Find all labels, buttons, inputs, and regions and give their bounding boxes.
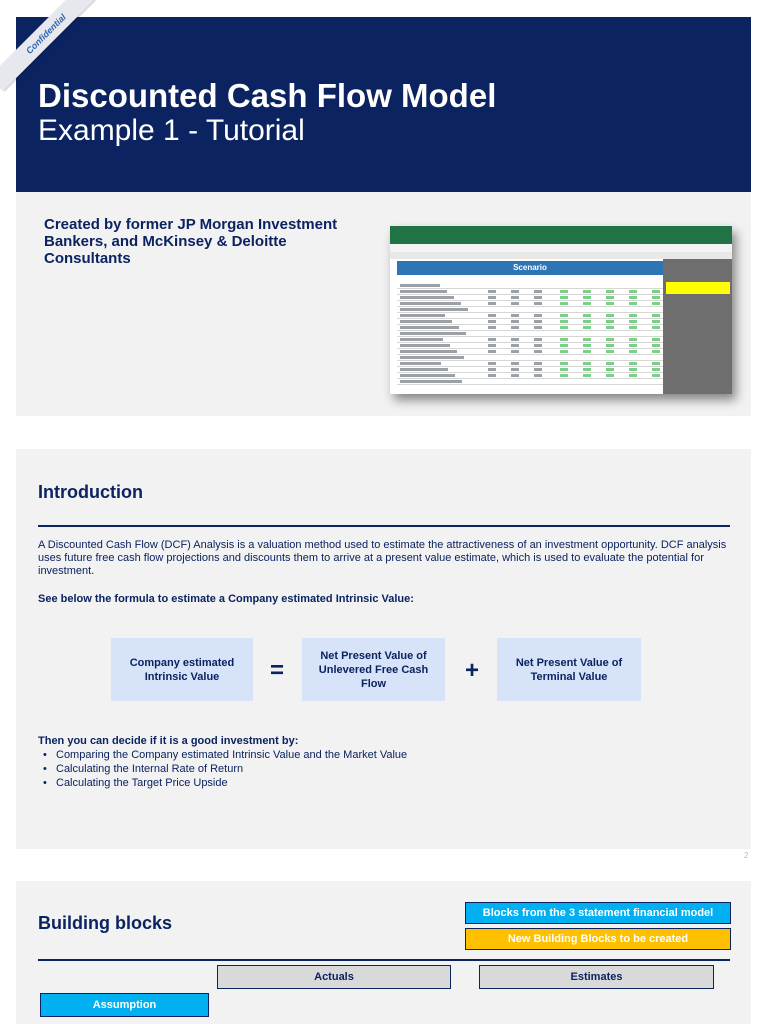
sheet-estimate-cell <box>629 344 637 347</box>
sheet-actual-cell <box>534 302 542 305</box>
sheet-row-label <box>400 326 459 329</box>
sheet-estimate-cell <box>560 290 568 293</box>
sheet-estimate-cell <box>652 314 660 317</box>
formula-box-intrinsic-value-label: Company estimated Intrinsic Value <box>129 656 235 683</box>
sheet-row-label <box>400 314 445 317</box>
sheet-estimate-cell <box>629 296 637 299</box>
formula-box-npv-terminal-label: Net Present Value of Terminal Value <box>515 656 623 683</box>
sheet-row-label <box>400 368 448 371</box>
sheet-estimate-cell <box>583 296 591 299</box>
sheet-estimate-cell <box>652 326 660 329</box>
confidential-ribbon: Confidential <box>0 0 103 91</box>
formula-label: See below the formula to estimate a Company estimated Intrinsic Value: <box>38 593 414 605</box>
sheet-actual-cell <box>488 338 496 341</box>
sheet-estimate-cell <box>629 368 637 371</box>
sheet-estimate-cell <box>560 350 568 353</box>
decision-label: Then you can decide if it is a good investment by: <box>38 735 299 747</box>
formula-box-intrinsic-value <box>111 638 253 701</box>
sheet-estimate-cell <box>583 344 591 347</box>
sheet-actual-cell <box>534 344 542 347</box>
sheet-gridline <box>397 354 663 355</box>
sheet-gridline <box>397 312 663 313</box>
estimates-column-header: Estimates <box>479 965 714 989</box>
sheet-estimate-cell <box>583 374 591 377</box>
sheet-estimate-cell <box>629 374 637 377</box>
sheet-actual-cell <box>488 368 496 371</box>
sheet-estimate-cell <box>606 302 614 305</box>
sheet-estimate-cell <box>652 290 660 293</box>
sheet-row-label <box>400 380 462 383</box>
sheet-estimate-cell <box>583 314 591 317</box>
sheet-estimate-cell <box>606 338 614 341</box>
sheet-actual-cell <box>488 302 496 305</box>
sheet-actual-cell <box>511 290 519 293</box>
sheet-estimate-cell <box>606 374 614 377</box>
sheet-actual-cell <box>488 296 496 299</box>
sheet-actual-cell <box>511 338 519 341</box>
excel-gray-area <box>663 259 732 394</box>
page-subtitle: Example 1 - Tutorial <box>38 114 305 147</box>
sheet-estimate-cell <box>652 320 660 323</box>
sheet-estimate-cell <box>606 344 614 347</box>
sheet-estimate-cell <box>583 338 591 341</box>
sheet-row-label <box>400 344 450 347</box>
sheet-estimate-cell <box>629 362 637 365</box>
sheet-estimate-cell <box>652 374 660 377</box>
sheet-gridline <box>397 288 663 289</box>
sheet-actual-cell <box>534 374 542 377</box>
sheet-estimate-cell <box>583 320 591 323</box>
sheet-gridline <box>397 294 663 295</box>
sheet-estimate-cell <box>583 326 591 329</box>
sheet-estimate-cell <box>629 290 637 293</box>
sheet-row-label <box>400 302 461 305</box>
sheet-estimate-cell <box>560 344 568 347</box>
plus-sign: + <box>465 657 480 684</box>
sheet-estimate-cell <box>583 290 591 293</box>
legend-new-blocks: New Building Blocks to be created <box>465 928 731 950</box>
sheet-gridline <box>397 384 663 385</box>
page-number: 2 <box>744 851 749 860</box>
sheet-actual-cell <box>488 320 496 323</box>
sheet-yellow-input-cell <box>666 282 730 294</box>
assumption-block: Assumption <box>40 993 209 1017</box>
excel-column-headers <box>390 252 732 259</box>
sheet-estimate-cell <box>629 302 637 305</box>
sheet-actual-cell <box>511 326 519 329</box>
sheet-estimate-cell <box>560 320 568 323</box>
sheet-gridline <box>397 342 663 343</box>
formula-box-npv-terminal <box>497 638 641 701</box>
sheet-estimate-cell <box>629 350 637 353</box>
sheet-estimate-cell <box>606 320 614 323</box>
sheet-estimate-cell <box>560 302 568 305</box>
sheet-row-label <box>400 296 454 299</box>
sheet-estimate-cell <box>652 368 660 371</box>
created-by-text: Created by former JP Morgan Investment Bankers, and McKinsey & Deloitte Consultants <box>44 216 338 267</box>
sheet-actual-cell <box>511 320 519 323</box>
formula-box-npv-ufcf <box>302 638 445 701</box>
sheet-estimate-cell <box>583 350 591 353</box>
sheet-gridline <box>397 330 663 331</box>
sheet-row-label <box>400 308 468 311</box>
sheet-actual-cell <box>534 368 542 371</box>
sheet-actual-cell <box>534 290 542 293</box>
sheet-estimate-cell <box>652 302 660 305</box>
intro-paragraph: A Discounted Cash Flow (DCF) Analysis is a valuation method used to estimate the attractiveness of an investment opportunity. DCF analysis uses future free cash flow projections and discounts them to arrive at a present value estimate, which is used to evaluate the potential for investment. <box>38 539 727 577</box>
sheet-estimate-cell <box>560 326 568 329</box>
sheet-gridline <box>397 306 663 307</box>
sheet-estimate-cell <box>652 296 660 299</box>
sheet-actual-cell <box>511 302 519 305</box>
sheet-estimate-cell <box>652 350 660 353</box>
sheet-estimate-cell <box>652 362 660 365</box>
sheet-actual-cell <box>534 326 542 329</box>
sheet-actual-cell <box>488 344 496 347</box>
building-blocks-divider <box>38 959 730 961</box>
sheet-estimate-cell <box>629 326 637 329</box>
sheet-row-label <box>400 356 464 359</box>
sheet-row-label <box>400 332 466 335</box>
sheet-row-label <box>400 284 440 287</box>
legend-three-statement-blocks: Blocks from the 3 statement financial model <box>465 902 731 924</box>
equals-sign: = <box>270 657 285 684</box>
sheet-gridline <box>397 366 663 367</box>
sheet-actual-cell <box>488 362 496 365</box>
list-item: • Calculating the Internal Rate of Return <box>38 762 407 776</box>
sheet-row-label <box>400 290 447 293</box>
building-blocks-title: Building blocks <box>38 913 173 933</box>
sheet-estimate-cell <box>560 362 568 365</box>
list-item: • Comparing the Company estimated Intrinsic Value and the Market Value <box>38 748 407 762</box>
sheet-estimate-cell <box>560 368 568 371</box>
sheet-actual-cell <box>511 374 519 377</box>
sheet-estimate-cell <box>606 296 614 299</box>
sheet-row-label <box>400 338 443 341</box>
list-item: • Calculating the Target Price Upside <box>38 776 407 790</box>
sheet-actual-cell <box>511 368 519 371</box>
sheet-estimate-cell <box>606 368 614 371</box>
sheet-row-label <box>400 350 457 353</box>
sheet-row-label <box>400 374 455 377</box>
sheet-estimate-cell <box>583 302 591 305</box>
sheet-gridline <box>397 348 663 349</box>
sheet-row-label <box>400 320 452 323</box>
sheet-estimate-cell <box>629 314 637 317</box>
sheet-estimate-cell <box>629 320 637 323</box>
sheet-scenario-banner: Scenario <box>397 261 663 275</box>
sheet-estimate-cell <box>606 326 614 329</box>
formula-box-npv-ufcf-label: Net Present Value of Unlevered Free Cash Flow <box>318 649 429 690</box>
sheet-gridline <box>397 336 663 337</box>
sheet-estimate-cell <box>606 362 614 365</box>
sheet-gridline <box>397 372 663 373</box>
sheet-actual-cell <box>488 326 496 329</box>
sheet-estimate-cell <box>606 314 614 317</box>
intro-divider <box>38 525 730 527</box>
sheet-estimate-cell <box>560 374 568 377</box>
sheet-estimate-cell <box>560 296 568 299</box>
sheet-actual-cell <box>534 338 542 341</box>
sheet-actual-cell <box>511 314 519 317</box>
sheet-gridline <box>397 318 663 319</box>
sheet-estimate-cell <box>652 338 660 341</box>
sheet-gridline <box>397 378 663 379</box>
sheet-actual-cell <box>534 350 542 353</box>
sheet-estimate-cell <box>583 362 591 365</box>
sheet-actual-cell <box>534 296 542 299</box>
actuals-column-header: Actuals <box>217 965 451 989</box>
sheet-estimate-cell <box>629 338 637 341</box>
sheet-estimate-cell <box>560 314 568 317</box>
sheet-actual-cell <box>511 350 519 353</box>
sheet-actual-cell <box>488 374 496 377</box>
sheet-estimate-cell <box>606 350 614 353</box>
sheet-actual-cell <box>488 350 496 353</box>
sheet-row-label <box>400 362 441 365</box>
sheet-actual-cell <box>534 314 542 317</box>
decision-list <box>38 748 407 790</box>
sheet-estimate-cell <box>560 338 568 341</box>
sheet-actual-cell <box>511 296 519 299</box>
spreadsheet-thumbnail <box>390 226 732 394</box>
sheet-gridline <box>397 324 663 325</box>
sheet-actual-cell <box>534 362 542 365</box>
sheet-actual-cell <box>488 290 496 293</box>
sheet-actual-cell <box>511 362 519 365</box>
intro-title: Introduction <box>38 482 143 502</box>
sheet-estimate-cell <box>583 368 591 371</box>
sheet-actual-cell <box>511 344 519 347</box>
sheet-actual-cell <box>534 320 542 323</box>
excel-ribbon <box>390 226 732 244</box>
sheet-estimate-cell <box>606 290 614 293</box>
sheet-actual-cell <box>488 314 496 317</box>
sheet-estimate-cell <box>652 344 660 347</box>
sheet-gridline <box>397 300 663 301</box>
page-title: Discounted Cash Flow Model <box>38 77 497 114</box>
sheet-gridline <box>397 360 663 361</box>
